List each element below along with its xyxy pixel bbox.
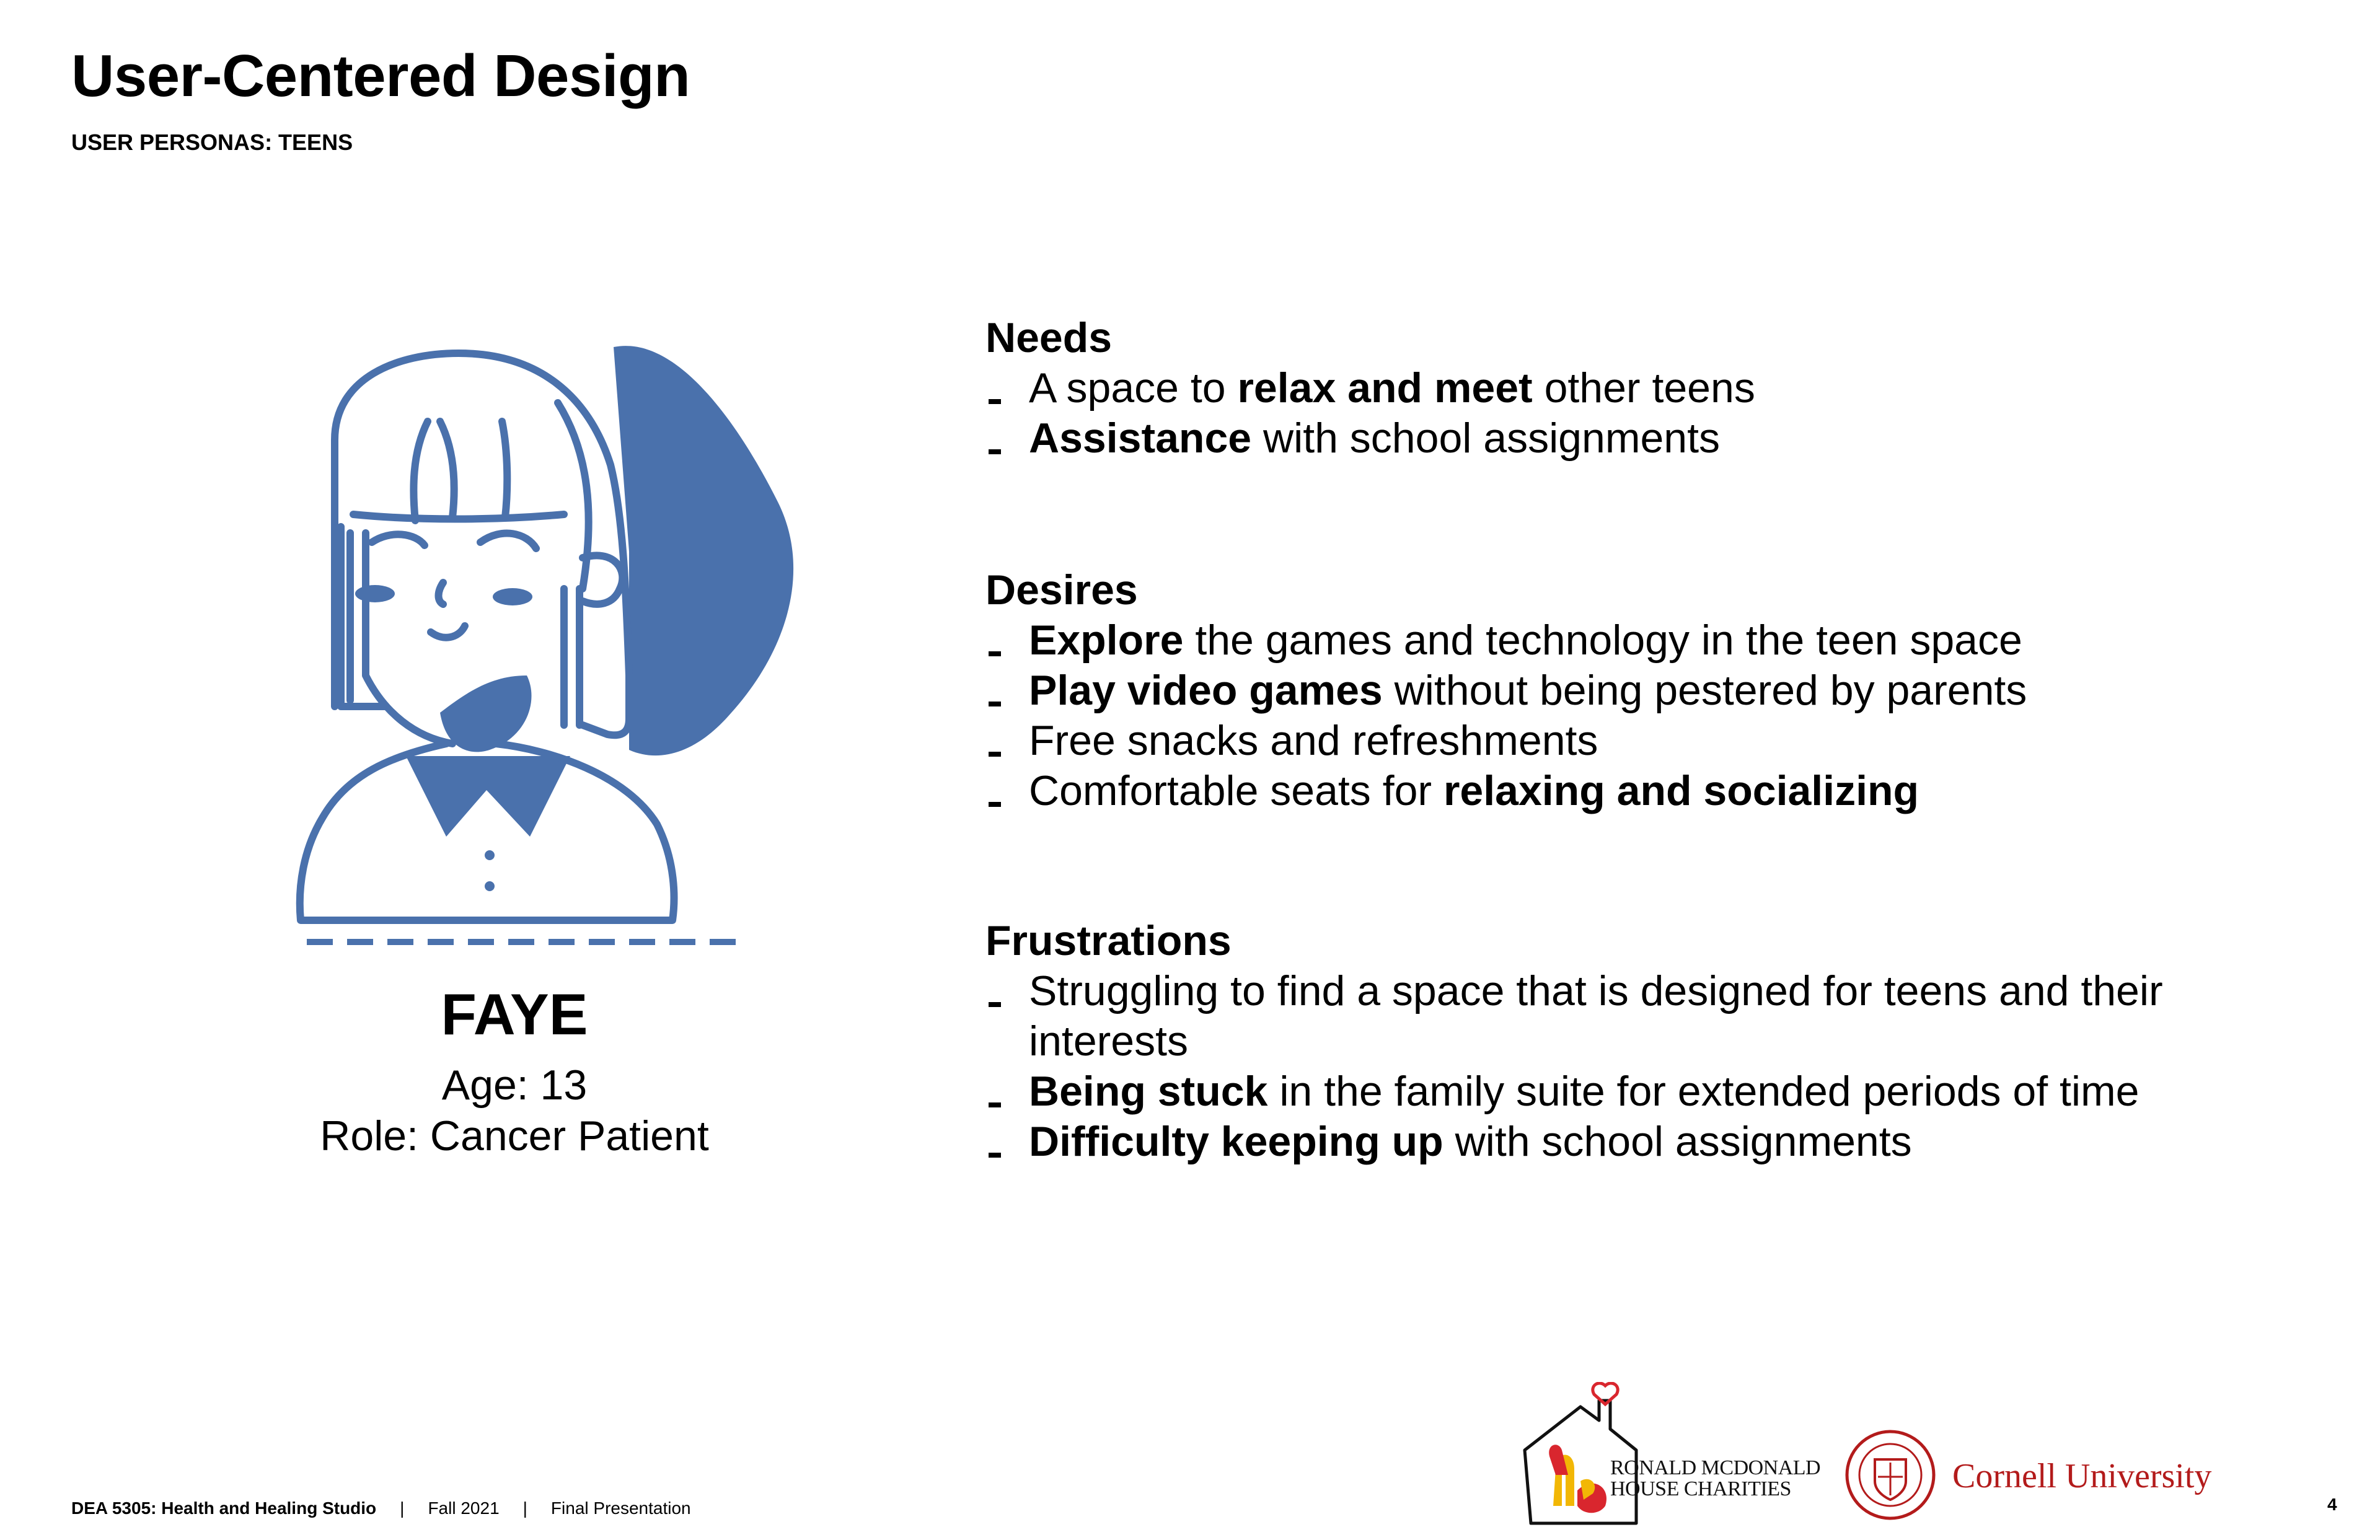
desires-section xyxy=(985,565,2256,816)
list-item: Free snacks and refreshments xyxy=(1029,717,1598,764)
page-title: User-Centered Design xyxy=(71,43,690,109)
needs-heading: Needs xyxy=(985,314,1113,361)
frustrations-section xyxy=(985,916,2256,1167)
desires-heading: Desires xyxy=(985,566,1138,614)
list-item: Play video games without being pestered by parents xyxy=(1029,667,2027,714)
footer xyxy=(71,1498,691,1518)
list-item: A space to relax and meet other teens xyxy=(1029,364,1755,411)
persona-age: Age: 13 xyxy=(441,1062,588,1109)
page-subtitle: USER PERSONAS: TEENS xyxy=(71,130,353,155)
footer-term: Fall 2021 xyxy=(428,1498,500,1518)
page-number: 4 xyxy=(2327,1495,2337,1514)
frustrations-heading: Frustrations xyxy=(985,917,1232,964)
cornell-wordmark: Cornell University xyxy=(1952,1457,2212,1495)
cornell-seal-icon xyxy=(1844,1428,1937,1521)
divider-dashed xyxy=(304,933,750,951)
persona-role: Role: Cancer Patient xyxy=(320,1112,709,1159)
frustrations-list xyxy=(985,966,2256,1167)
list-item: Comfortable seats for relaxing and socializing xyxy=(1029,767,1919,814)
persona-name: FAYE xyxy=(441,982,588,1047)
footer-separator: | xyxy=(522,1498,527,1518)
list-item: Difficulty keeping up with school assignments xyxy=(1029,1118,1912,1165)
list-item: Explore the games and technology in the teen space xyxy=(1029,617,2022,664)
rmhc-wordmark: RONALD MCDONALD HOUSE CHARITIES xyxy=(1610,1456,1821,1500)
list-item: Assistance with school assignments xyxy=(1029,415,1720,462)
desires-list xyxy=(985,615,2256,816)
persona-card xyxy=(205,982,824,1161)
footer-course: DEA 5305: Health and Healing Studio xyxy=(71,1498,377,1518)
needs-section xyxy=(985,313,2256,464)
footer-event: Final Presentation xyxy=(550,1498,691,1518)
list-item: Being stuck in the family suite for extended periods of time xyxy=(1029,1068,2140,1115)
needs-list xyxy=(985,363,2256,464)
list-item: Struggling to find a space that is designed for teens and their interests xyxy=(1029,967,2163,1065)
teen-girl-portrait-icon xyxy=(291,328,818,954)
footer-separator: | xyxy=(400,1498,405,1518)
